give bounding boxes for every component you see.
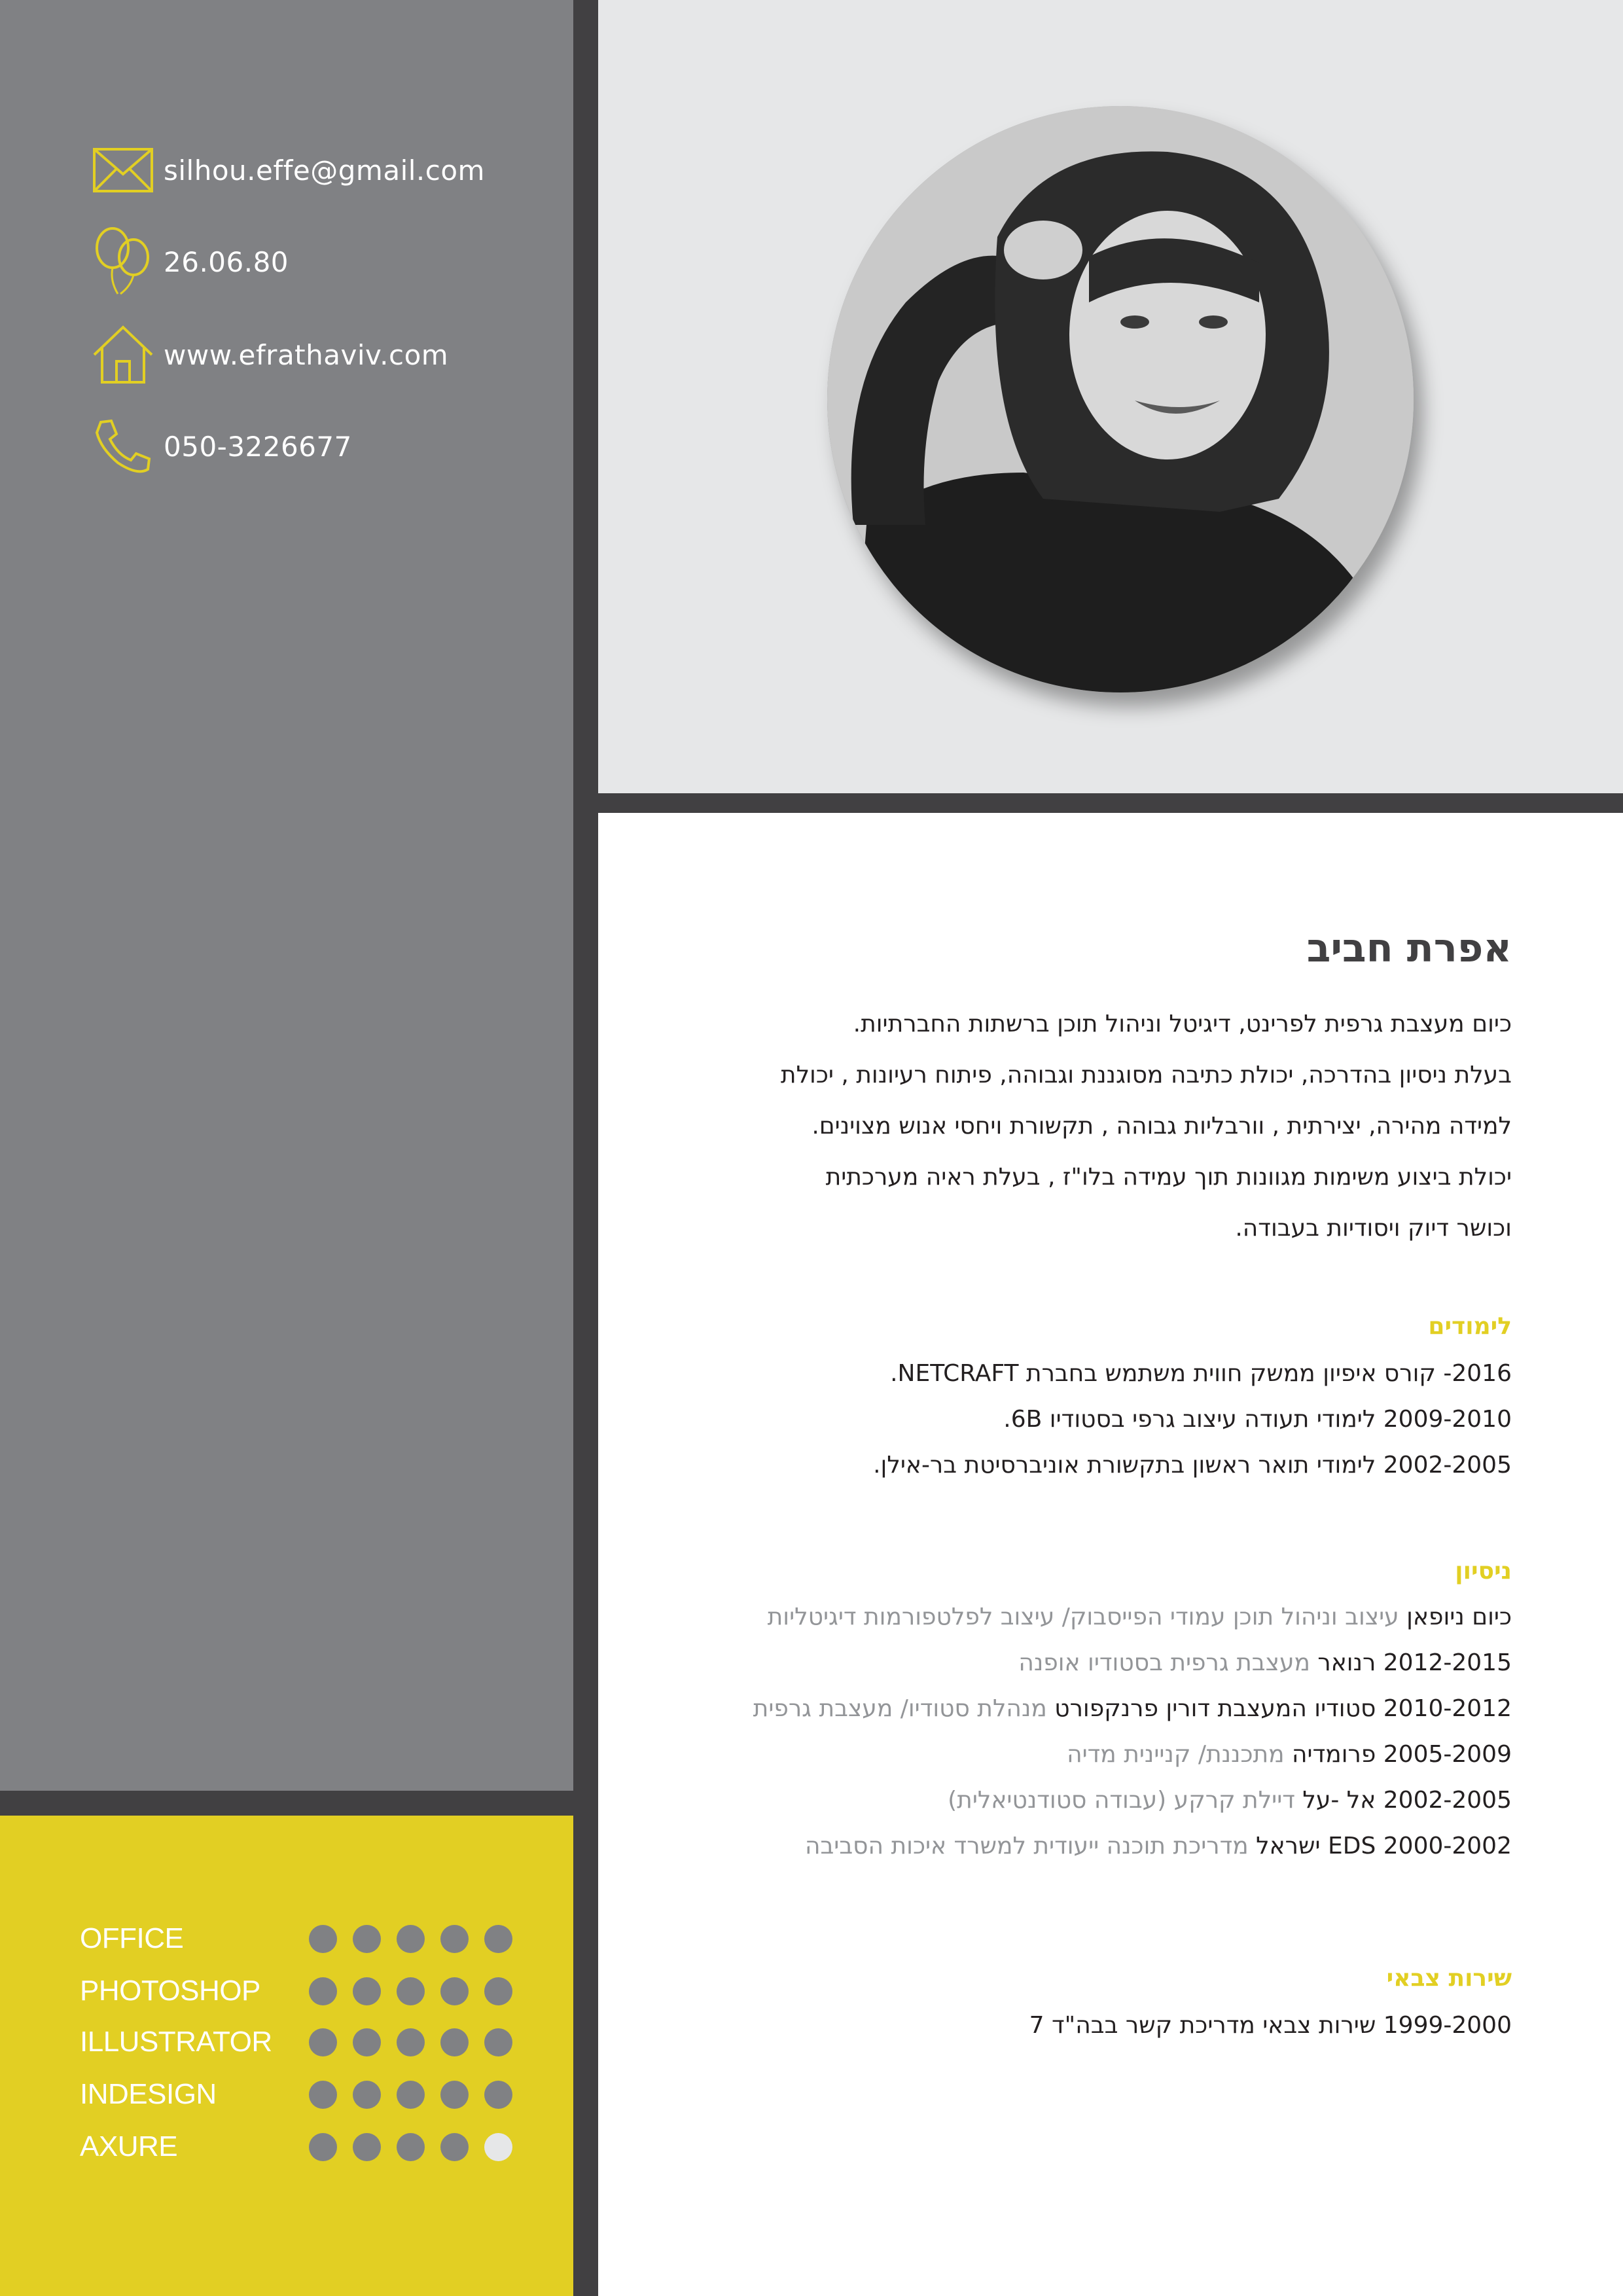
rating-dot: [440, 2028, 469, 2056]
rating-dot: [397, 2028, 425, 2056]
skills-panel: [0, 1816, 573, 2296]
rating-dot: [484, 2028, 512, 2056]
experience-list: [596, 1594, 1512, 1869]
skill-name: ILLUSTRATOR: [80, 2026, 272, 2058]
item-main: 2005-2009 פרומדיה: [1292, 1741, 1512, 1768]
item-main: 2002-2005 אל -על: [1302, 1787, 1512, 1814]
item-main: כיום ניופאן: [1406, 1604, 1512, 1630]
rating-dot: [397, 1925, 425, 1953]
skill-row-axure: [80, 2127, 525, 2166]
item-detail: מעצבת גרפית בסטודיו אופנה: [1018, 1649, 1318, 1676]
list-item: [596, 1823, 1512, 1869]
rating-dot: [353, 1977, 381, 2005]
rating-dot: [309, 1977, 337, 2005]
sidebar-divider: [0, 1791, 573, 1816]
envelope-icon: [92, 137, 164, 203]
item-detail: מדריכת תוכנה ייעודית למשרד איכות הסביבה: [804, 1833, 1257, 1859]
list-item: [596, 1443, 1512, 1488]
rating-dot: [353, 2133, 381, 2161]
item-detail: מנהלת סטודיו/ מעצבת גרפית: [753, 1695, 1055, 1722]
military-title: שירות צבאי: [1386, 1965, 1512, 1992]
skill-name: AXURE: [80, 2130, 178, 2162]
skill-name: OFFICE: [80, 1922, 184, 1954]
rating-dot: [397, 2081, 425, 2109]
item-main: 2016- קורס איפיון ממשק חווית משתמש בחברת NETCRAFT.: [890, 1360, 1512, 1387]
item-main: 2000-2002 EDS ישראל: [1256, 1833, 1512, 1859]
skill-rating: [309, 2028, 512, 2056]
contact-birthday-row: [92, 229, 550, 295]
education-list: [596, 1351, 1512, 1488]
phone-text[interactable]: 050-3226677: [164, 430, 352, 463]
item-detail: מתכננת/ קניינית מדיה: [1067, 1741, 1293, 1768]
skill-row-office: [80, 1919, 525, 1958]
skill-row-photoshop: [80, 1971, 525, 2011]
rating-dot: [440, 1925, 469, 1953]
list-item: [596, 1594, 1512, 1640]
profile-photo: [827, 106, 1414, 692]
photo-panel: [598, 0, 1623, 793]
phone-icon: [92, 414, 164, 479]
rating-dot: [353, 2081, 381, 2109]
contact-phone-row[interactable]: [92, 414, 550, 479]
rating-dot: [309, 2081, 337, 2109]
skill-name: PHOTOSHOP: [80, 1975, 260, 2007]
intro-line: בעלת ניסיון בהדרכה, יכולת כתיבה מסוגננת וגבוהה, פיתוח רעיונות , יכולת: [780, 1062, 1512, 1088]
intro-line: כיום מעצבת גרפית לפרינט, דיגיטל וניהול תוכן ברשתות החברתיות.: [853, 1011, 1512, 1037]
rating-dot: [397, 1977, 425, 2005]
item-main: 2009-2010 לימודי תעודה עיצוב גרפי בסטודיו 6B.: [1003, 1406, 1512, 1433]
list-item: [596, 1778, 1512, 1823]
item-main: 2010-2012 סטודיו המעצבת דורין פרנקפורט: [1054, 1695, 1512, 1722]
skill-rating: [309, 1925, 512, 1953]
skill-row-illustrator: [80, 2022, 525, 2062]
item-detail: עיצוב וניהול תוכן עמודי הפייסבוק/ עיצוב לפלטפורמות דיגיטליות: [767, 1604, 1407, 1630]
intro-line: וכושר דיוק ויסודיות בעבודה.: [1235, 1215, 1512, 1242]
email-text[interactable]: silhou.effe@gmail.com: [164, 154, 485, 187]
rating-dot: [440, 2133, 469, 2161]
full-name: אפרת חביב: [1306, 925, 1512, 971]
intro-line: למידה מהירה, יצירתית , וורבליות גבוהה , תקשורת ויחסי אנוש מצוינים.: [812, 1113, 1512, 1139]
list-item: [596, 2003, 1512, 2049]
list-item: [596, 1351, 1512, 1397]
portrait-illustration: [827, 106, 1414, 692]
skill-name: INDESIGN: [80, 2078, 217, 2110]
skill-rating: [309, 2081, 512, 2109]
rating-dot: [440, 2081, 469, 2109]
item-detail: דיילת קרקע (עבודה סטודנטיאלית): [948, 1787, 1303, 1814]
skill-row-indesign: [80, 2075, 525, 2114]
intro-line: יכולת ביצוע משימות מגוונות תוך עמידה בלו"ז , בעלת ראיה מערכתית: [825, 1164, 1512, 1191]
list-item: [596, 1732, 1512, 1778]
balloons-icon: [92, 229, 164, 295]
rating-dot: [309, 2028, 337, 2056]
item-main: 2002-2005 לימודי תואר ראשון בתקשורת אוניברסיטת בר-אילן.: [873, 1452, 1512, 1479]
contact-email-row[interactable]: [92, 137, 550, 203]
rating-dot: [484, 1977, 512, 2005]
item-main: 2012-2015 רנואר: [1317, 1649, 1512, 1676]
rating-dot: [484, 2133, 512, 2161]
rating-dot: [353, 2028, 381, 2056]
website-text[interactable]: www.efrathaviv.com: [164, 338, 449, 371]
birthday-text: 26.06.80: [164, 245, 289, 278]
skill-rating: [309, 2133, 512, 2161]
contact-sidebar: [0, 0, 573, 1791]
contact-website-row[interactable]: [92, 322, 550, 387]
military-list: [596, 2003, 1512, 2049]
rating-dot: [440, 1977, 469, 2005]
experience-title: ניסיון: [1455, 1558, 1512, 1585]
item-main: 1999-2000 שירות צבאי מדריכת קשר בבה"ד 7: [1029, 2012, 1512, 2039]
list-item: [596, 1640, 1512, 1686]
home-icon: [92, 322, 164, 387]
rating-dot: [484, 2081, 512, 2109]
skill-rating: [309, 1977, 512, 2005]
education-title: לימודים: [1428, 1313, 1512, 1340]
intro-paragraph: [661, 999, 1512, 1254]
rating-dot: [484, 1925, 512, 1953]
rating-dot: [353, 1925, 381, 1953]
rating-dot: [309, 1925, 337, 1953]
rating-dot: [397, 2133, 425, 2161]
list-item: [596, 1686, 1512, 1732]
list-item: [596, 1397, 1512, 1443]
rating-dot: [309, 2133, 337, 2161]
content-panel: [598, 813, 1623, 2296]
